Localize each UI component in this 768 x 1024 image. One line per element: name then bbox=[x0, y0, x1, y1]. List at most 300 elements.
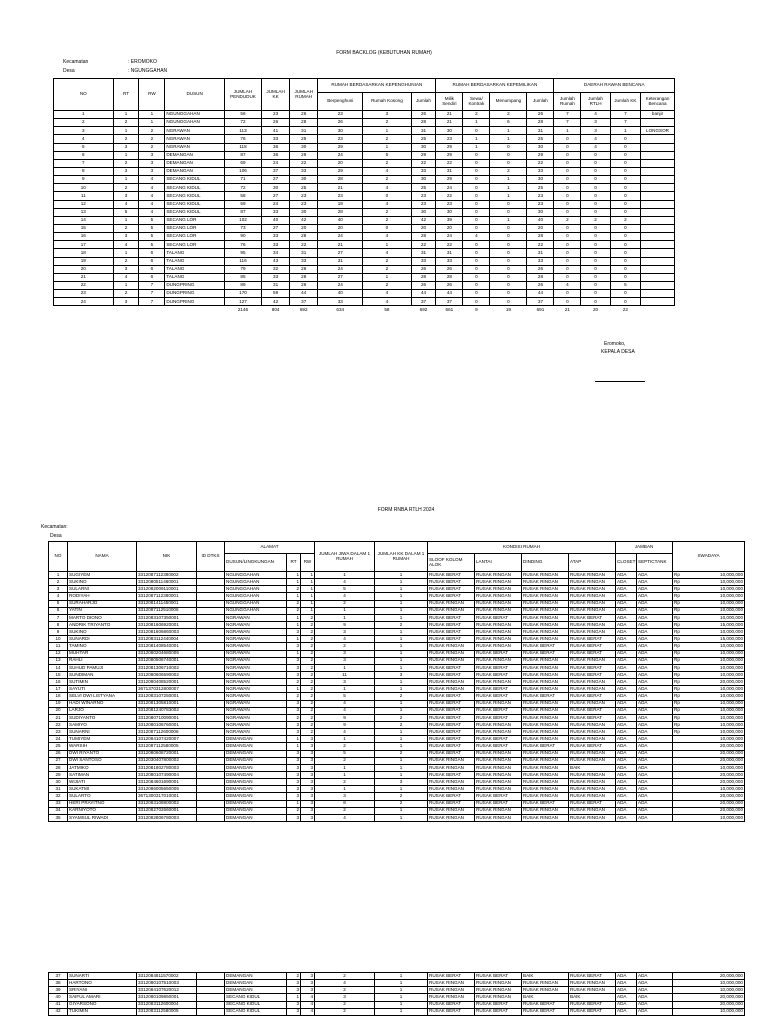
cell-rawan-kk: 0 bbox=[610, 249, 640, 257]
cell-jumlah: 22 bbox=[411, 159, 436, 167]
group-kondisi-rumah: KONDISI RUMAH bbox=[428, 542, 616, 554]
cell-rawan-rtlh: 4 bbox=[581, 135, 610, 143]
cell-atap: RUSAK BERAT bbox=[569, 743, 616, 750]
cell-id-dtks bbox=[197, 771, 225, 778]
cell-milik: 29 bbox=[436, 176, 463, 184]
cell-rt: 1 bbox=[287, 743, 301, 750]
cell-no: 10 bbox=[54, 184, 114, 192]
cell-lantai: RUSAK RINGAN bbox=[475, 629, 522, 636]
cell-rw: 3 bbox=[139, 159, 165, 167]
cell-nik: 3312083108800002 bbox=[137, 800, 197, 807]
cell-id-dtks bbox=[197, 1001, 225, 1008]
cell-nama: SAMIYO bbox=[68, 721, 137, 728]
cell-no: 1 bbox=[54, 111, 114, 119]
swadaya-amount: 10,000,000 bbox=[720, 571, 744, 577]
cell-nik: 3312080408520001 bbox=[137, 679, 197, 686]
table-row bbox=[49, 593, 745, 600]
cell-lantai: RUSAK RINGAN bbox=[475, 771, 522, 778]
cell-lantai: RUSAK BERAT bbox=[475, 793, 522, 800]
cell-rt: 1 bbox=[113, 176, 139, 184]
cell-kk: 36 bbox=[262, 151, 290, 159]
cell-closet: ADA bbox=[616, 700, 637, 707]
cell-dusun: DEMANGAN bbox=[165, 151, 225, 159]
cell-dusun: NGRAWAN bbox=[225, 614, 287, 621]
cell-rt: 2 bbox=[287, 973, 301, 980]
cell-nik: 3312083112580005 bbox=[137, 1008, 197, 1015]
cell-id-dtks bbox=[197, 973, 225, 980]
cell-dusun: DEMANGAN bbox=[225, 973, 287, 980]
cell-kk: 37 bbox=[262, 167, 290, 175]
cell-atap: RUSAK RINGAN bbox=[569, 579, 616, 586]
cell-rawan-kk: 7 bbox=[610, 119, 640, 127]
cell-rt: 1 bbox=[287, 736, 301, 743]
cell-lantai: RUSAK RINGAN bbox=[475, 994, 522, 1001]
table-row bbox=[49, 671, 745, 678]
cell-dusun: SECANG KIDUL bbox=[165, 176, 225, 184]
currency-prefix: Rp bbox=[674, 686, 680, 692]
cell-rt: 4 bbox=[113, 200, 139, 208]
cell-swadaya bbox=[673, 671, 745, 678]
cell-no: 19 bbox=[54, 257, 114, 265]
cell-dusun: TALANG bbox=[165, 265, 225, 273]
cell-jumlah2: 23 bbox=[527, 192, 554, 200]
table-row bbox=[54, 265, 675, 273]
cell-swadaya bbox=[673, 686, 745, 693]
cell-berpenghuni: 21 bbox=[318, 241, 363, 249]
cell-nama: SUHUD PAMUJI bbox=[68, 664, 137, 671]
cell-jiwa: 2 bbox=[315, 643, 375, 650]
cell-septictank: ADA bbox=[637, 994, 673, 1001]
cell-jiwa: 1 bbox=[315, 572, 375, 579]
cell-lantai: RUSAK BERAT bbox=[475, 736, 522, 743]
cell-kk: 23 bbox=[262, 111, 290, 119]
cell-rt: 2 bbox=[113, 119, 139, 127]
cell-kk: 1 bbox=[375, 607, 428, 614]
cell-rawan-rumah: 0 bbox=[554, 159, 581, 167]
cell-nama: SUNDIMAN bbox=[68, 671, 137, 678]
cell-rt: 3 bbox=[287, 757, 301, 764]
swadaya-amount: 10,000,000 bbox=[720, 607, 744, 613]
cell-dusun: NGRAWAN bbox=[225, 657, 287, 664]
cell-kk: 40 bbox=[262, 216, 290, 224]
swadaya-amount: 10,000,000 bbox=[720, 987, 743, 993]
cell-sewa: 0 bbox=[463, 298, 490, 306]
cell-rt: 3 bbox=[113, 143, 139, 151]
cell-closet: ADA bbox=[616, 987, 637, 994]
cell-septictank: ADA bbox=[637, 764, 673, 771]
cell-lantai: RUSAK RINGAN bbox=[475, 586, 522, 593]
cell-jumlah: 29 bbox=[411, 151, 436, 159]
cell-id-dtks bbox=[197, 693, 225, 700]
cell-septictank: ADA bbox=[637, 664, 673, 671]
cell-kk: 43 bbox=[262, 257, 290, 265]
kecamatan-value: : EROMOKO bbox=[128, 59, 157, 65]
cell-atap: RUSAK BERAT bbox=[569, 671, 616, 678]
rtlh-table-continued bbox=[48, 972, 745, 1016]
cell-menumpang: 0 bbox=[490, 298, 527, 306]
cell-atap: RUSAK RINGAN bbox=[569, 771, 616, 778]
cell-septictank: ADA bbox=[637, 614, 673, 621]
cell-berpenghuni: 24 bbox=[318, 281, 363, 289]
cell-menumpang: 1 bbox=[490, 184, 527, 192]
cell-rw: 5 bbox=[139, 224, 165, 232]
cell-rt: 4 bbox=[113, 273, 139, 281]
cell-nik: 3312086005650005 bbox=[137, 786, 197, 793]
cell-rawan-kk: 0 bbox=[610, 143, 640, 151]
swadaya-amount: 10,000,000 bbox=[720, 686, 744, 692]
cell-no: 20 bbox=[54, 265, 114, 273]
cell-sloof: RUSAK BERAT bbox=[428, 572, 475, 579]
cell-nik: 3312081606920001 bbox=[137, 621, 197, 628]
table-row bbox=[49, 586, 745, 593]
table-row bbox=[54, 298, 675, 306]
cell-swadaya bbox=[673, 1008, 745, 1015]
cell-dinding: RUSAK RINGAN bbox=[522, 786, 569, 793]
cell-kk: 1 bbox=[375, 679, 428, 686]
cell-dusun: SECANG KIDUL bbox=[165, 200, 225, 208]
cell-rw: 2 bbox=[301, 614, 315, 621]
table-row bbox=[49, 807, 745, 814]
cell-kosong: 2 bbox=[363, 176, 411, 184]
cell-nik: 3312081306710002 bbox=[137, 664, 197, 671]
cell-no: 17 bbox=[49, 686, 68, 693]
cell-sloof: RUSAK BERAT bbox=[428, 771, 475, 778]
cell-rawan-rtlh: 0 bbox=[581, 241, 610, 249]
cell-no: 40 bbox=[49, 994, 68, 1001]
cell-rt: 3 bbox=[287, 721, 301, 728]
cell-keterangan bbox=[641, 184, 675, 192]
cell-id-dtks bbox=[197, 814, 225, 821]
cell-keterangan bbox=[641, 176, 675, 184]
cell-lantai: RUSAK BERAT bbox=[475, 671, 522, 678]
cell-rumah: 31 bbox=[290, 127, 318, 135]
table-row bbox=[54, 176, 675, 184]
cell-rw: 3 bbox=[301, 736, 315, 743]
cell-nik: 3312087112510006 bbox=[137, 607, 197, 614]
cell-closet: ADA bbox=[616, 793, 637, 800]
cell-no: 14 bbox=[54, 216, 114, 224]
cell-id-dtks bbox=[197, 600, 225, 607]
cell-swadaya bbox=[673, 807, 745, 814]
cell-dinding: RUSAK RINGAN bbox=[522, 607, 569, 614]
cell-septictank: ADA bbox=[637, 793, 673, 800]
table-row bbox=[54, 249, 675, 257]
currency-prefix: Rp bbox=[674, 643, 680, 649]
cell-sewa: 0 bbox=[463, 151, 490, 159]
cell-dinding: RUSAK RINGAN bbox=[522, 814, 569, 821]
cell-jiwa: 5 bbox=[315, 693, 375, 700]
cell-sloof: RUSAK RINGAN bbox=[428, 980, 475, 987]
cell-rw: 3 bbox=[301, 987, 315, 994]
cell-rw: 6 bbox=[139, 265, 165, 273]
cell-atap: RUSAK RINGAN bbox=[569, 793, 616, 800]
cell-milik: 20 bbox=[436, 224, 463, 232]
cell-jumlah2: 28 bbox=[527, 233, 554, 241]
cell-id-dtks bbox=[197, 700, 225, 707]
cell-rawan-rumah: 0 bbox=[554, 151, 581, 159]
cell-kk: 1 bbox=[375, 586, 428, 593]
cell-no: 21 bbox=[49, 714, 68, 721]
cell-atap: RUSAK BERAT bbox=[569, 1001, 616, 1008]
cell-no: 35 bbox=[49, 814, 68, 821]
cell-lantai: RUSAK RINGAN bbox=[475, 579, 522, 586]
swadaya-amount: 20,000,000 bbox=[720, 994, 743, 1000]
cell-no: 42 bbox=[49, 1008, 68, 1015]
cell-id-dtks bbox=[197, 807, 225, 814]
cell-penduduk: 72 bbox=[224, 119, 261, 127]
cell-dusun: DEMANGAN bbox=[225, 736, 287, 743]
cell-rt: 3 bbox=[287, 729, 301, 736]
cell-milik: 26 bbox=[436, 281, 463, 289]
cell-rw: 2 bbox=[301, 657, 315, 664]
cell-atap: RUSAK RINGAN bbox=[569, 679, 616, 686]
cell-jumlah: 22 bbox=[411, 241, 436, 249]
cell-nik: 3312083112440004 bbox=[137, 636, 197, 643]
cell-jumlah2: 28 bbox=[527, 119, 554, 127]
cell-rumah: 23 bbox=[290, 192, 318, 200]
cell-kk: 2 bbox=[375, 793, 428, 800]
cell-rawan-kk: 0 bbox=[610, 167, 640, 175]
col-menumpang: Menumpang bbox=[490, 93, 527, 111]
cell-swadaya bbox=[673, 771, 745, 778]
cell-rw: 1 bbox=[301, 572, 315, 579]
cell-no: 12 bbox=[49, 650, 68, 657]
table-row bbox=[54, 224, 675, 232]
cell-berpenghuni: 28 bbox=[318, 208, 363, 216]
cell-jumlah: 33 bbox=[411, 167, 436, 175]
cell-rw: 4 bbox=[139, 200, 165, 208]
cell-nama: TUMIYEM bbox=[68, 736, 137, 743]
cell-no: 19 bbox=[49, 700, 68, 707]
cell-atap: RUSAK RINGAN bbox=[569, 600, 616, 607]
cell-rawan-rtlh: 0 bbox=[581, 224, 610, 232]
cell-swadaya bbox=[673, 636, 745, 643]
cell-jumlah2: 22 bbox=[527, 241, 554, 249]
cell-dusun: DEMANGAN bbox=[225, 757, 287, 764]
swadaya-amount: 10,000,000 bbox=[720, 650, 744, 656]
cell-kk: 1 bbox=[375, 664, 428, 671]
cell-rawan-rtlh: 2 bbox=[581, 216, 610, 224]
table-row bbox=[49, 764, 745, 771]
cell-no: 3 bbox=[54, 127, 114, 135]
cell-lantai: RUSAK RINGAN bbox=[475, 729, 522, 736]
col-rt: RT bbox=[113, 79, 139, 111]
cell-rt: 1 bbox=[287, 572, 301, 579]
cell-jiwa: 2 bbox=[315, 1001, 375, 1008]
cell-berpenghuni: 23 bbox=[318, 135, 363, 143]
cell-rw: 2 bbox=[301, 729, 315, 736]
cell-sloof: RUSAK RINGAN bbox=[428, 757, 475, 764]
swadaya-amount: 10,000,000 bbox=[720, 600, 744, 606]
group-jamban: JAMBAN bbox=[616, 542, 673, 554]
table-row bbox=[54, 192, 675, 200]
cell-menumpang: 0 bbox=[490, 200, 527, 208]
cell-dusun: NGRAWAN bbox=[225, 664, 287, 671]
swadaya-amount: 20,000,000 bbox=[720, 750, 744, 756]
signature-position: KEPALA DESA bbox=[601, 349, 635, 355]
cell-dusun: SECANG LOR bbox=[165, 216, 225, 224]
cell-kosong: 4 bbox=[363, 167, 411, 175]
cell-rawan-kk: 0 bbox=[610, 159, 640, 167]
cell-septictank: ADA bbox=[637, 600, 673, 607]
cell-jiwa: 5 bbox=[315, 586, 375, 593]
cell-rw: 1 bbox=[301, 607, 315, 614]
cell-jumlah2: 26 bbox=[527, 111, 554, 119]
cell-atap: RUSAK BERAT bbox=[569, 614, 616, 621]
cell-dinding: RUSAK RINGAN bbox=[522, 793, 569, 800]
cell-kk: 42 bbox=[262, 298, 290, 306]
swadaya-amount: 10,000,000 bbox=[720, 714, 744, 720]
cell-penduduk: 85 bbox=[224, 273, 261, 281]
cell-atap: RUSAK BERAT bbox=[569, 664, 616, 671]
cell-kk: 41 bbox=[262, 127, 290, 135]
cell-dinding: RUSAK RINGAN bbox=[522, 572, 569, 579]
cell-dusun: NGRAWAN bbox=[225, 707, 287, 714]
cell-closet: ADA bbox=[616, 629, 637, 636]
cell-dusun: DEMANGAN bbox=[225, 764, 287, 771]
currency-prefix: Rp bbox=[674, 678, 680, 684]
cell-jiwa: 1 bbox=[315, 686, 375, 693]
cell-rw: 3 bbox=[301, 771, 315, 778]
cell-rt: 3 bbox=[113, 265, 139, 273]
swadaya-amount: 10,000,000 bbox=[720, 643, 744, 649]
cell-rawan-rtlh: 0 bbox=[581, 233, 610, 241]
cell-kk: 2 bbox=[375, 621, 428, 628]
cell-jumlah2: 33 bbox=[527, 167, 554, 175]
cell-id-dtks bbox=[197, 572, 225, 579]
cell-berpenghuni: 40 bbox=[318, 216, 363, 224]
cell-keterangan bbox=[641, 224, 675, 232]
swadaya-amount: 20,000,000 bbox=[720, 807, 744, 813]
col-jumlah-rumah: JUMLAH RUMAH bbox=[290, 79, 318, 111]
cell-dinding: RUSAK RINGAN bbox=[522, 629, 569, 636]
cell-berpenghuni: 23 bbox=[318, 192, 363, 200]
cell-septictank: ADA bbox=[637, 657, 673, 664]
cell-keterangan: LONGSOR bbox=[641, 127, 675, 135]
cell-rawan-rtlh: 4 bbox=[581, 111, 610, 119]
cell-nama: SRIYANI bbox=[68, 987, 137, 994]
cell-kk: 1 bbox=[375, 814, 428, 821]
cell-closet: ADA bbox=[616, 600, 637, 607]
cell-no: 4 bbox=[54, 135, 114, 143]
cell-rumah: 30 bbox=[290, 176, 318, 184]
cell-rumah: 44 bbox=[290, 290, 318, 298]
cell-kk: 31 bbox=[262, 281, 290, 289]
table-row bbox=[49, 693, 745, 700]
cell-penduduk: 118 bbox=[224, 143, 261, 151]
cell-septictank: ADA bbox=[637, 607, 673, 614]
cell-kosong: 4 bbox=[363, 290, 411, 298]
cell-menumpang: 0 bbox=[490, 224, 527, 232]
cell-jiwa: 3 bbox=[315, 657, 375, 664]
cell-dinding: RUSAK RINGAN bbox=[522, 621, 569, 628]
cell-nama: SULARTO bbox=[68, 793, 137, 800]
cell-closet: ADA bbox=[616, 800, 637, 807]
cell-swadaya bbox=[673, 800, 745, 807]
cell-rw: 5 bbox=[139, 216, 165, 224]
table-row bbox=[49, 721, 745, 728]
cell-keterangan bbox=[641, 143, 675, 151]
cell-rw: 6 bbox=[139, 249, 165, 257]
cell-rawan-rumah: 0 bbox=[554, 265, 581, 273]
cell-atap: RUSAK BERAT bbox=[569, 973, 616, 980]
table-row bbox=[54, 151, 675, 159]
cell-keterangan bbox=[641, 119, 675, 127]
cell-milik: 22 bbox=[436, 159, 463, 167]
cell-rumah: 25 bbox=[290, 184, 318, 192]
cell-atap: RUSAK BERAT bbox=[569, 636, 616, 643]
cell-rawan-rtlh: 0 bbox=[581, 281, 610, 289]
cell-jumlah2: 26 bbox=[527, 281, 554, 289]
totals-spacer bbox=[54, 306, 114, 314]
cell-swadaya bbox=[673, 729, 745, 736]
cell-jumlah: 30 bbox=[411, 176, 436, 184]
col-jumlah-rtlh: Jumlah RTLH bbox=[581, 93, 610, 111]
cell-atap: RUSAK BERAT bbox=[569, 650, 616, 657]
cell-id-dtks bbox=[197, 586, 225, 593]
cell-penduduk: 79 bbox=[224, 265, 261, 273]
cell-rawan-kk: 0 bbox=[610, 200, 640, 208]
cell-id-dtks bbox=[197, 664, 225, 671]
cell-kosong: 2 bbox=[363, 265, 411, 273]
cell-rt: 3 bbox=[287, 786, 301, 793]
cell-sloof: RUSAK BERAT bbox=[428, 1001, 475, 1008]
cell-no: 1 bbox=[49, 572, 68, 579]
cell-jumlah2: 22 bbox=[527, 159, 554, 167]
form2-kecamatan-label: Kecamatan: bbox=[41, 524, 68, 530]
swadaya-amount: 20,000,000 bbox=[720, 793, 744, 799]
cell-berpenghuni: 24 bbox=[318, 233, 363, 241]
cell-no: 22 bbox=[49, 721, 68, 728]
cell-rawan-kk: 0 bbox=[610, 176, 640, 184]
cell-rumah: 26 bbox=[290, 265, 318, 273]
table-row bbox=[54, 200, 675, 208]
cell-no: 6 bbox=[54, 151, 114, 159]
cell-rt: 3 bbox=[287, 793, 301, 800]
cell-kk: 3 bbox=[375, 671, 428, 678]
cell-berpenghuni: 27 bbox=[318, 273, 363, 281]
cell-swadaya bbox=[673, 764, 745, 771]
cell-jiwa: 4 bbox=[315, 814, 375, 821]
cell-rawan-rtlh: 0 bbox=[581, 257, 610, 265]
cell-rawan-rumah: 7 bbox=[554, 111, 581, 119]
swadaya-amount: 20,000,000 bbox=[720, 1001, 743, 1007]
cell-id-dtks bbox=[197, 757, 225, 764]
cell-rw: 2 bbox=[301, 693, 315, 700]
swadaya-amount: 10,000,000 bbox=[720, 614, 744, 620]
currency-prefix: Rp bbox=[674, 586, 680, 592]
cell-nama: SATIMAN bbox=[68, 771, 137, 778]
cell-closet: ADA bbox=[616, 679, 637, 686]
col2-rw: RW bbox=[301, 554, 315, 572]
cell-dusun: DUNGPRING bbox=[165, 281, 225, 289]
totals-spacer bbox=[165, 306, 225, 314]
currency-prefix: Rp bbox=[674, 578, 680, 584]
cell-rumah: 22 bbox=[290, 241, 318, 249]
cell-berpenghuni: 19 bbox=[318, 200, 363, 208]
table-row bbox=[49, 572, 745, 579]
cell-rw: 4 bbox=[301, 994, 315, 1001]
cell-dinding: RUSAK RINGAN bbox=[522, 664, 569, 671]
cell-kk: 1 bbox=[375, 579, 428, 586]
cell-dusun: SECANG KIDUL bbox=[225, 1008, 287, 1015]
cell-septictank: ADA bbox=[637, 1008, 673, 1015]
cell-swadaya bbox=[673, 994, 745, 1001]
cell-kk: 1 bbox=[375, 614, 428, 621]
table-row bbox=[54, 143, 675, 151]
cell-sloof: RUSAK BERAT bbox=[428, 973, 475, 980]
cell-no: 2 bbox=[54, 119, 114, 127]
